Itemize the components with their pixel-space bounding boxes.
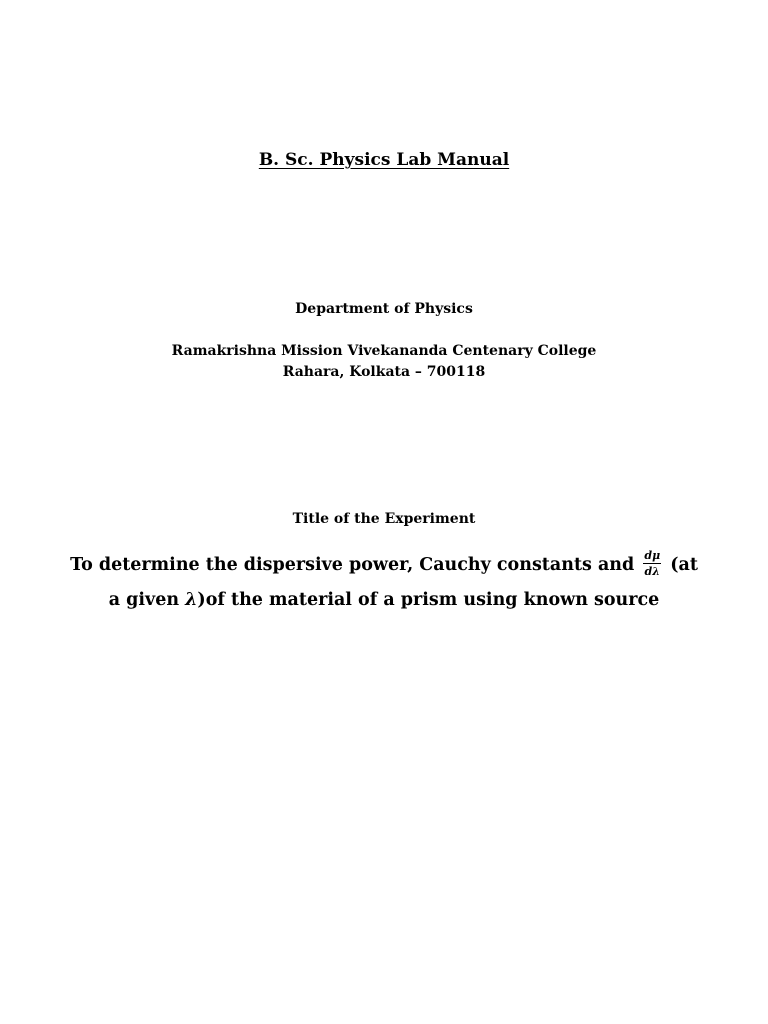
experiment-title-line-1 — [0, 549, 768, 579]
college-address: Rahara, Kolkata – 700118 — [282, 364, 486, 380]
fraction-denominator: dλ — [644, 565, 660, 578]
experiment-title-line-2 — [0, 590, 768, 610]
lambda-symbol: λ — [185, 590, 198, 610]
derivative-fraction — [643, 550, 661, 577]
experiment-title-line2-rest: )of the material of a prism using known source — [197, 590, 660, 610]
college-name: Ramakrishna Mission Vivekananda Centenary College — [171, 343, 597, 359]
experiment-title-tail: (at — [670, 555, 698, 575]
department-name: Department of Physics — [295, 301, 473, 317]
manual-title: B. Sc. Physics Lab Manual — [258, 150, 510, 170]
experiment-title-text: To determine the dispersive power, Cauchy constants and — [70, 555, 635, 575]
fraction-numerator: dμ — [644, 549, 661, 562]
experiment-title-line2-start: a given — [108, 590, 180, 610]
experiment-heading: Title of the Experiment — [292, 511, 476, 527]
